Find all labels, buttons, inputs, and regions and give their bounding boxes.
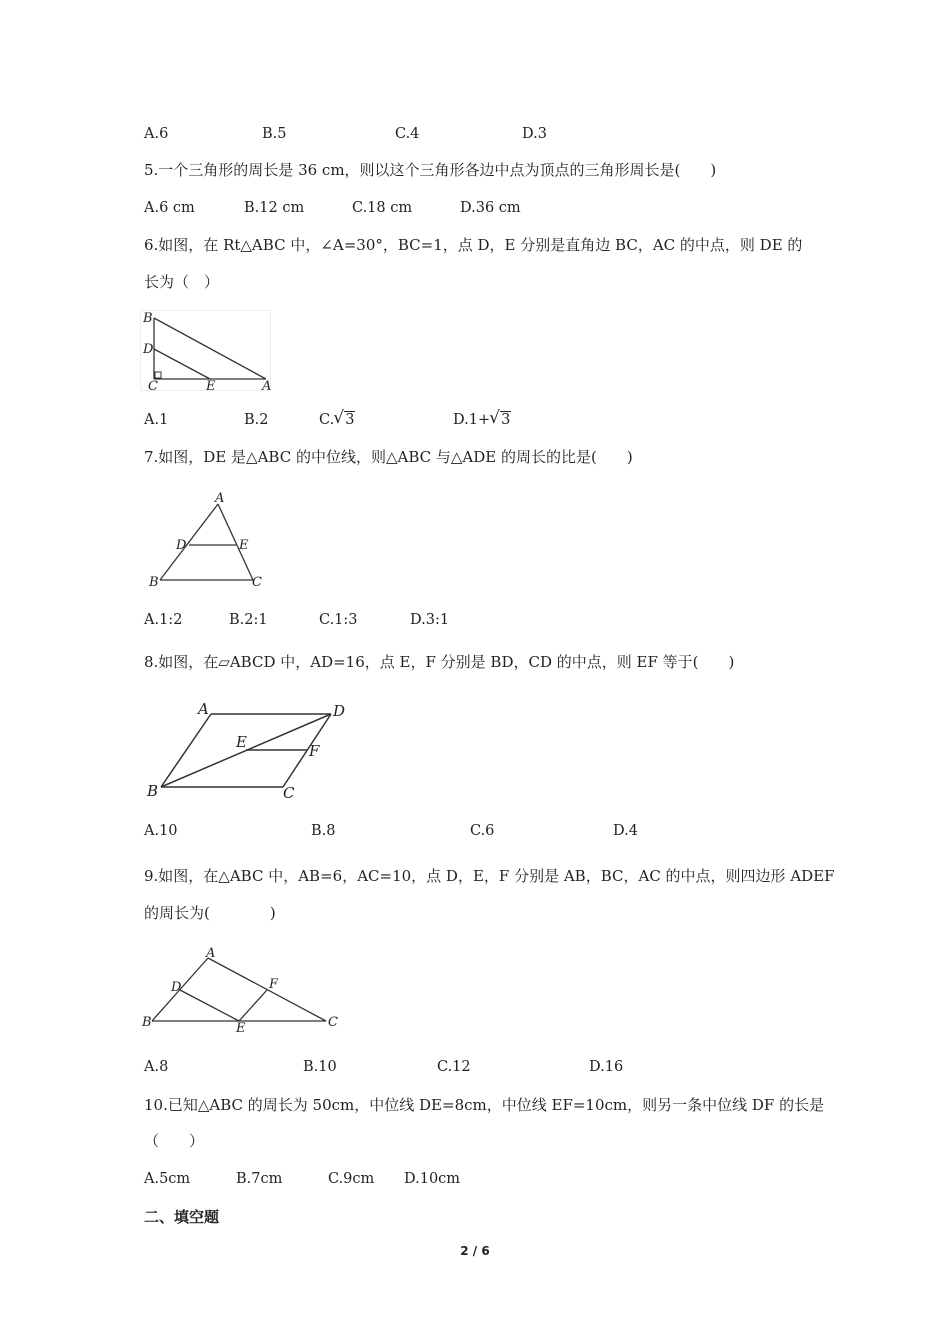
q9-option-c: C.12 xyxy=(437,1059,471,1075)
q4-option-b: B.5 xyxy=(262,126,287,142)
q7-label-c: C xyxy=(252,575,262,590)
q6-option-c-radicand: 3 xyxy=(345,412,355,428)
q9-question-line1: 9.如图，在△ABC 中，AB=6，AC=10，点 D，E，F 分别是 AB，BC，AC 的中点，则四边形 ADEF xyxy=(144,867,835,885)
q9-question-line2: 的周长为( ) xyxy=(144,904,276,922)
q7-option-b: B.2:1 xyxy=(229,612,268,628)
q4-option-a: A.6 xyxy=(144,126,169,142)
q9-label-c: C xyxy=(328,1015,338,1030)
sqrt-symbol xyxy=(334,410,355,430)
q5-question: 5.一个三角形的周长是 36 cm，则以这个三角形各边中点为顶点的三角形周长是( ) xyxy=(144,161,717,179)
q6-label-a: A xyxy=(262,379,272,392)
q9-label-b: B xyxy=(142,1015,152,1030)
sqrt-symbol xyxy=(490,410,511,430)
q6-label-e: E xyxy=(206,379,216,392)
q7-figure xyxy=(143,490,273,590)
q5-option-b: B.12 cm xyxy=(244,200,305,216)
q10-option-d: D.10cm xyxy=(404,1171,461,1187)
q9-option-a: A.8 xyxy=(144,1059,169,1075)
q9-label-d: D xyxy=(171,980,182,995)
q7-question: 7.如图，DE 是△ABC 的中位线，则△ABC 与△ADE 的周长的比是( ) xyxy=(144,448,633,466)
q8-option-b: B.8 xyxy=(311,823,336,839)
q6-option-c xyxy=(319,410,355,430)
q6-label-b: B xyxy=(143,311,153,326)
q10-question-line1: 10.已知△ABC 的周长为 50cm，中位线 DE=8cm，中位线 EF=10cm，则另一条中位线 DF 的长是 xyxy=(144,1096,825,1114)
q7-option-d: D.3:1 xyxy=(410,612,450,628)
q7-label-d: D xyxy=(176,538,187,553)
q6-option-c-prefix: C. xyxy=(319,412,335,428)
q9-figure xyxy=(140,944,340,1034)
q6-question-line1: 6.如图，在 Rt△ABC 中，∠A=30°，BC=1，点 D，E 分别是直角边 BC，AC 的中点，则 DE 的 xyxy=(144,236,803,254)
q6-label-c: C xyxy=(148,379,158,392)
q6-option-a: A.1 xyxy=(144,412,169,428)
page-number: 2 / 6 xyxy=(460,1244,490,1258)
q6-option-d xyxy=(453,410,511,430)
q7-option-c: C.1:3 xyxy=(319,612,358,628)
q8-label-b: B xyxy=(147,782,159,800)
q8-option-d: D.4 xyxy=(613,823,638,839)
q7-label-b: B xyxy=(149,575,159,590)
q4-option-c: C.4 xyxy=(395,126,420,142)
q8-option-c: C.6 xyxy=(470,823,495,839)
q9-label-e: E xyxy=(236,1021,246,1034)
q10-question-line2: （ ） xyxy=(144,1132,205,1150)
q8-label-e: E xyxy=(236,733,247,751)
q10-option-a: A.5cm xyxy=(144,1171,191,1187)
q9-label-a: A xyxy=(206,946,216,961)
q7-label-e: E xyxy=(239,538,249,553)
q8-label-c: C xyxy=(283,784,295,802)
q6-figure xyxy=(140,310,275,392)
q8-label-d: D xyxy=(333,702,346,720)
q6-label-d: D xyxy=(143,342,154,357)
q5-option-d: D.36 cm xyxy=(460,200,521,216)
q8-label-a: A xyxy=(198,700,209,718)
q6-option-b: B.2 xyxy=(244,412,269,428)
q10-option-c: C.9cm xyxy=(328,1171,375,1187)
q6-question-line2: 长为（ ） xyxy=(144,273,220,291)
q8-label-f: F xyxy=(309,742,320,760)
q9-option-d: D.16 xyxy=(589,1059,624,1075)
q7-option-a: A.1:2 xyxy=(144,612,183,628)
q4-option-d: D.3 xyxy=(522,126,547,142)
q10-option-b: B.7cm xyxy=(236,1171,283,1187)
q8-figure xyxy=(143,698,353,802)
q5-option-c: C.18 cm xyxy=(352,200,413,216)
q8-option-a: A.10 xyxy=(144,823,178,839)
q7-label-a: A xyxy=(215,491,225,506)
q6-option-d-radicand: 3 xyxy=(501,412,511,428)
q6-option-d-prefix: D.1+ xyxy=(453,412,491,428)
q9-label-f: F xyxy=(269,977,279,992)
q5-option-a: A.6 cm xyxy=(144,200,195,216)
q9-option-b: B.10 xyxy=(303,1059,337,1075)
section-heading: 二、填空题 xyxy=(144,1208,220,1226)
q8-question: 8.如图，在▱ABCD 中，AD=16，点 E，F 分别是 BD，CD 的中点，则 EF 等于( ) xyxy=(144,653,735,671)
